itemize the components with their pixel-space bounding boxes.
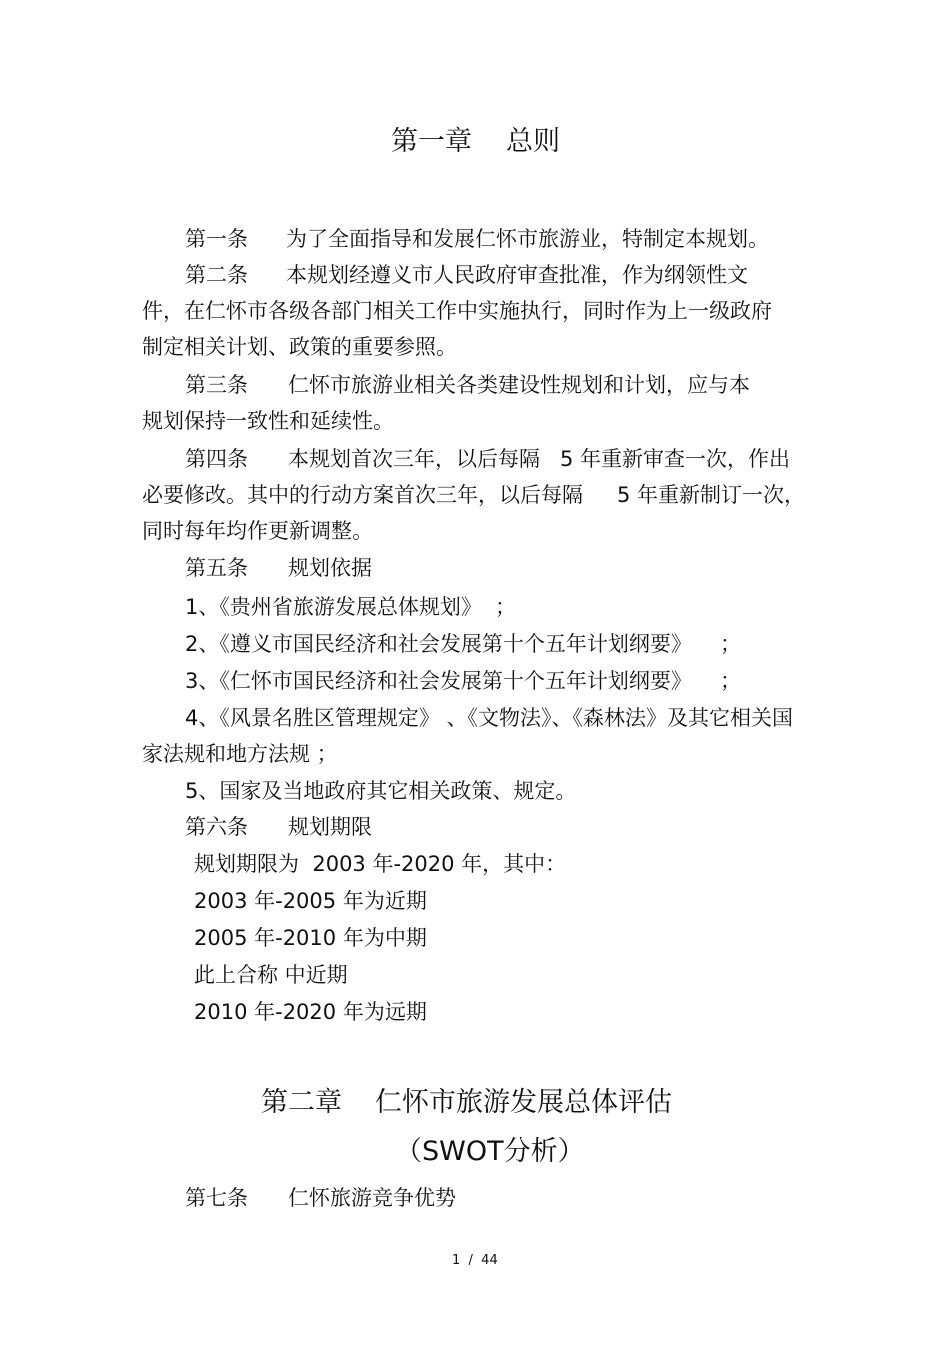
chapter2-subtitle: （SWOT分析） [395,1136,585,1167]
article4-line1a: 本规划首次三年，以后每隔 [288,447,540,471]
chapter2-title: 仁怀市旅游发展总体评估 [375,1087,672,1118]
period-line-5: 2010 年-2020 年为远期 [194,1000,427,1024]
article3-label: 第三条 [185,373,248,397]
basis-item-2-end: ； [720,632,741,656]
chapter2-number: 第二章 [261,1087,342,1118]
article5-label: 第五条 [185,556,248,580]
page-number: 1 / 44 [452,1253,498,1268]
basis-item-3: 3、《仁怀市国民经济和社会发展第十个五年计划纲要》 [185,669,692,693]
basis-item-4: 4、《风景名胜区管理规定》 、《文物法》、《森林法》及其它相关国 [185,706,794,730]
period-line-1: 规划期限为 2003 年-2020 年，其中： [194,852,567,876]
period-line-4: 此上合称 中近期 [194,963,348,987]
article4-line3: 同时每年均作更新调整。 [142,519,373,543]
article1-text: 为了全面指导和发展仁怀市旅游业，特制定本规划。 [286,227,769,251]
article3-line1: 仁怀市旅游业相关各类建设性规划和计划，应与本 [288,373,750,397]
basis-item-3-end: ； [720,669,741,693]
article5-heading: 规划依据 [288,556,372,580]
article6-label: 第六条 [185,815,248,839]
article4-line2b: 5 年重新制订一次， [617,483,806,507]
chapter1-number: 第一章 [391,126,472,157]
basis-item-1-end: ； [495,595,516,619]
article7-heading: 仁怀旅游竞争优势 [288,1186,456,1210]
basis-item-2: 2、《遵义市国民经济和社会发展第十个五年计划纲要》 [185,632,692,656]
article6-heading: 规划期限 [288,815,372,839]
period-line-2: 2003 年-2005 年为近期 [194,889,427,913]
article1-label: 第一条 [185,227,248,251]
article3-line2: 规划保持一致性和延续性。 [142,409,394,433]
period-line-3: 2005 年-2010 年为中期 [194,926,427,950]
article4-line1b: 5 年重新审查一次，作出 [560,447,791,471]
basis-item-4-cont: 家法规和地方法规 ； [142,742,338,766]
basis-item-1: 1、《贵州省旅游发展总体规划》 [185,595,482,619]
article2-line2: 件，在仁怀市各级各部门相关工作中实施执行，同时作为上一级政府 [142,299,772,323]
chapter1-title: 总则 [506,126,560,157]
article7-label: 第七条 [185,1186,248,1210]
article2-line1: 本规划经遵义市人民政府审查批准，作为纲领性文 [286,263,748,287]
article4-label: 第四条 [185,447,248,471]
basis-item-5: 5、国家及当地政府其它相关政策、规定。 [185,779,577,803]
article2-label: 第二条 [185,263,248,287]
article2-line3: 制定相关计划、政策的重要参照。 [142,335,457,359]
article4-line2a: 必要修改。其中的行动方案首次三年，以后每隔 [142,483,583,507]
